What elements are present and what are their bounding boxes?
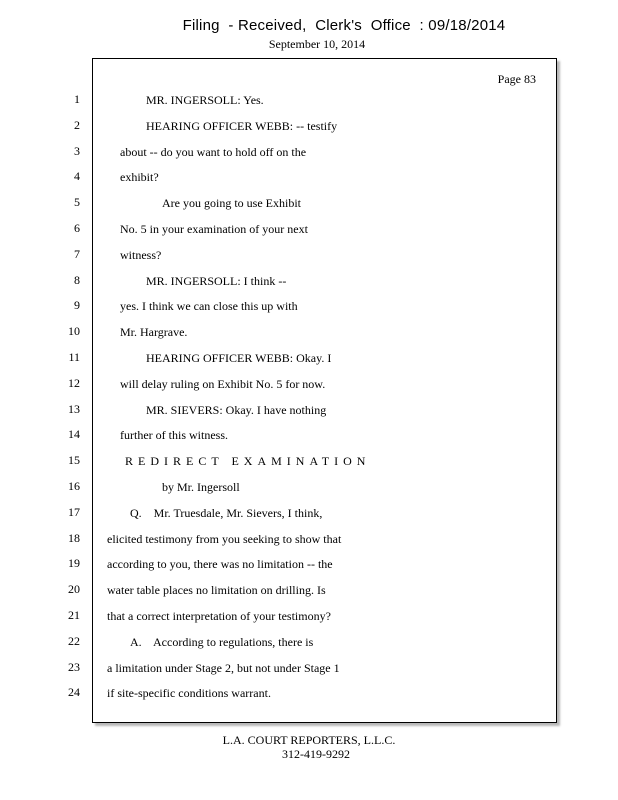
footer-phone: 312-419-9292	[282, 747, 350, 761]
line-number: 22	[68, 633, 80, 648]
transcript-line: No. 5 in your examination of your next	[120, 222, 308, 236]
transcript-line: Mr. Hargrave.	[120, 325, 188, 340]
line-number: 8	[74, 272, 80, 287]
line-number: 12	[68, 375, 80, 390]
transcript-line: elicited testimony from you seeking to show that	[107, 531, 342, 546]
transcript-line: yes. I think we can close this up with	[120, 299, 298, 314]
line-number: 23	[68, 659, 80, 674]
line-number: 2	[74, 117, 80, 132]
transcript-line: MR. INGERSOLL: Yes.	[146, 93, 264, 107]
transcript-line: further of this witness.	[120, 428, 228, 443]
line-number: 6	[74, 221, 80, 235]
line-number: 3	[74, 143, 80, 158]
transcript-line: MR. INGERSOLL: I think --	[146, 273, 287, 288]
transcript-line: a limitation under Stage 2, but not under Stage 1	[107, 660, 340, 675]
line-number: 20	[68, 582, 80, 597]
line-number: 4	[74, 169, 80, 184]
line-number: 24	[68, 685, 80, 700]
page-number: Page 83	[497, 72, 536, 86]
transcript-line: water table places no limitation on drilling. Is	[107, 583, 326, 598]
transcript-line: about -- do you want to hold off on the	[120, 144, 307, 159]
line-number: 15	[68, 453, 80, 468]
line-number: 9	[74, 298, 80, 313]
transcript-line: that a correct interpretation of your testimony?	[107, 609, 331, 623]
line-number: 13	[68, 401, 80, 416]
line-number: 14	[68, 427, 80, 442]
transcript-line: witness?	[120, 247, 162, 262]
line-number: 17	[68, 504, 80, 519]
transcript-line: if site-specific conditions warrant.	[107, 686, 271, 701]
line-number: 7	[74, 246, 80, 261]
line-number: 16	[68, 479, 80, 493]
line-number: 19	[68, 556, 80, 571]
transcript-line: will delay ruling on Exhibit No. 5 for now.	[120, 376, 326, 391]
transcript-line: Q. Mr. Truesdale, Mr. Sievers, I think,	[130, 505, 323, 520]
transcript-line: Are you going to use Exhibit	[162, 196, 301, 211]
line-number: 11	[68, 350, 80, 364]
line-number: 10	[68, 324, 80, 339]
filing-stamp: Filing - Received, Clerk's Office : 09/18/2014	[182, 17, 506, 34]
transcript-line: exhibit?	[120, 170, 159, 185]
transcript-line: HEARING OFFICER WEBB: Okay. I	[146, 351, 332, 365]
line-number: 5	[74, 195, 80, 210]
line-number: 18	[68, 530, 80, 545]
line-number: 1	[74, 92, 80, 106]
footer-reporter: L.A. COURT REPORTERS, L.L.C.	[222, 733, 396, 747]
line-number: 21	[68, 608, 80, 622]
transcript-line: MR. SIEVERS: Okay. I have nothing	[146, 402, 327, 417]
transcript-date: September 10, 2014	[268, 37, 366, 51]
section-heading: REDIRECT EXAMINATION	[125, 454, 371, 469]
transcript-line: according to you, there was no limitation -- the	[107, 557, 333, 572]
transcript-line: A. According to regulations, there is	[130, 634, 314, 649]
transcript-line: HEARING OFFICER WEBB: -- testify	[146, 118, 338, 133]
transcript-page	[92, 58, 557, 723]
transcript-line: by Mr. Ingersoll	[162, 480, 240, 494]
